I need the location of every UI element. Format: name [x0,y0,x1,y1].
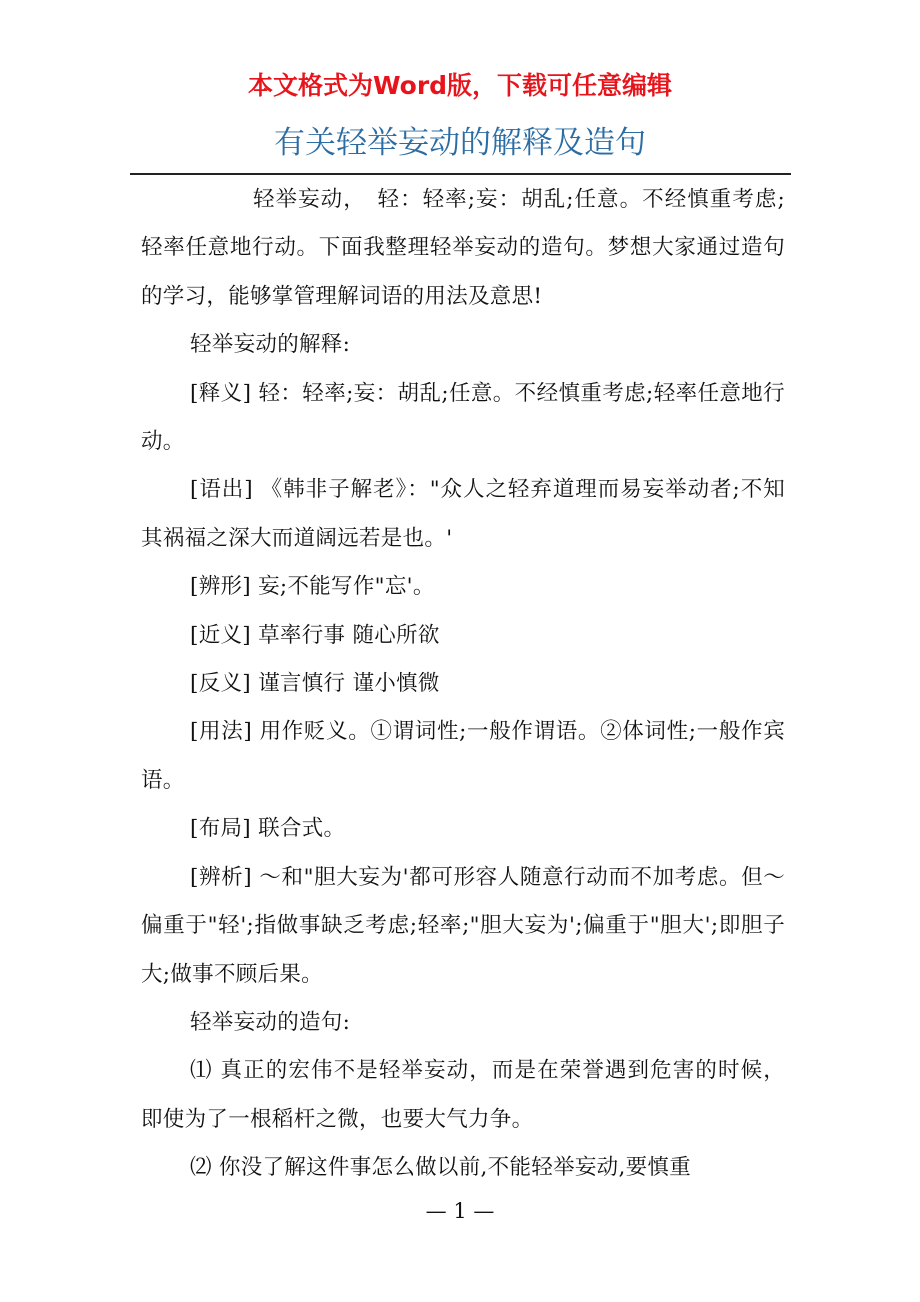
example-sentence-1: ⑴ 真正的宏伟不是轻举妄动，而是在荣誉遇到危害的时候，即使为了一根稻杆之微，也要大气力争。 [141,1058,785,1132]
distinction-entry: [辨析] ～和"胆大妄为'都可形容人随意行动而不加考虑。但～偏重于"轻';指做事缺乏考虑;轻率;"胆大妄为';偏重于"胆大';即胆子大;做事不顾后果。 [141,864,785,987]
title-divider [130,173,791,175]
character-form-entry: [辨形] 妄;不能写作"忘'。 [190,574,435,600]
source-entry: [语出] 《韩非子解老》："众人之轻弃道理而易妄举动者;不知其祸福之深大而道阔远若是也。' [141,477,785,551]
page-number: — 1 — [425,1199,495,1223]
antonyms-entry: [反义] 谨言慎行 谨小慎微 [190,671,440,697]
definition-entry: [释义] 轻：轻率;妄：胡乱;任意。不经慎重考虑;轻率任意地行动。 [141,380,785,455]
structure-entry: [布局] 联合式。 [190,816,346,842]
explanation-heading: 轻举妄动的解释: [190,332,351,358]
format-notice-banner: 本文格式为Word版，下载可任意编辑 [247,71,673,100]
synonyms-entry: [近义] 草率行事 随心所欲 [190,622,440,648]
usage-entry: [用法] 用作贬义。①谓词性;一般作谓语。②体词性;一般作宾语。 [141,719,785,793]
document-body [141,176,785,1193]
intro-paragraph: 轻举妄动， 轻：轻率;妄：胡乱;任意。不经慎重考虑;轻率任意地行动。下面我整理轻举妄动的造句。梦想大家通过造句的学习，能够掌管理解词语的用法及意思! [141,187,785,309]
document-title: 有关轻举妄动的解释及造句 [274,125,646,161]
examples-heading: 轻举妄动的造句: [190,1009,351,1035]
example-sentence-2: ⑵ 你没了解这件事怎么做以前,不能轻举妄动,要慎重 [190,1155,692,1181]
